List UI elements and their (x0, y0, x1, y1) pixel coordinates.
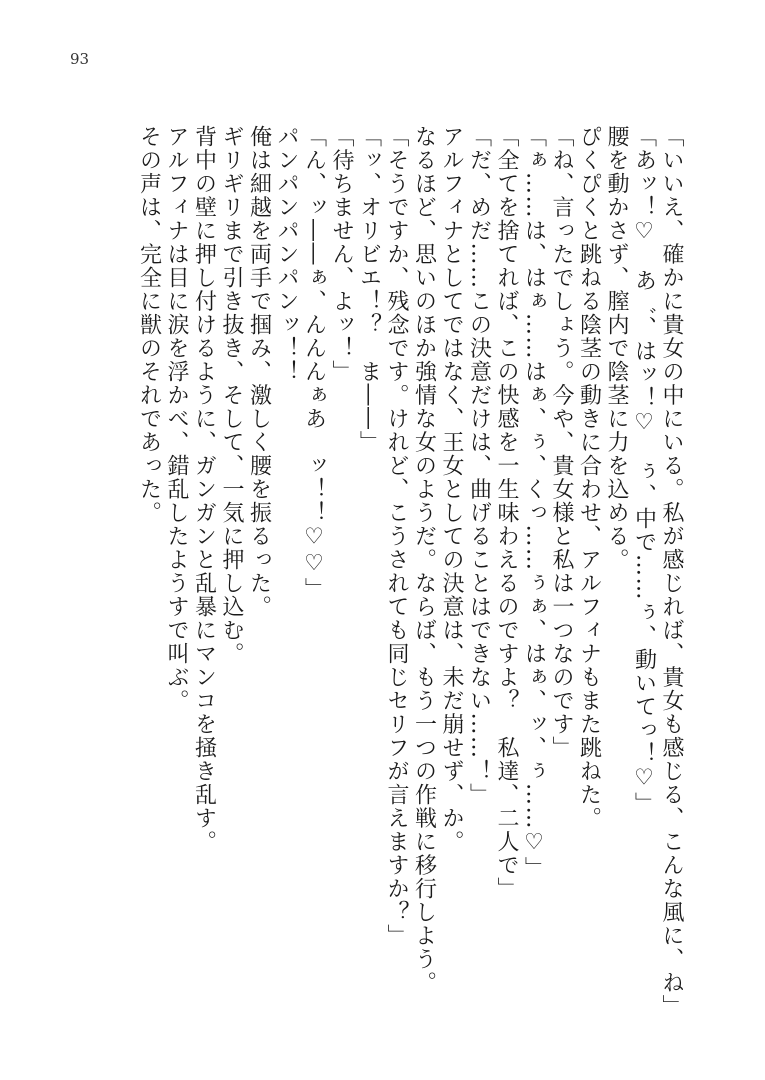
text-line: 「待ちません、よッ！」 (329, 125, 354, 384)
text-line: 「全てを捨てれば、この快感を一生味わえるのですよ？ 私達、二人で」 (494, 125, 519, 901)
text-line: ぴくぴくと跳ねる陰茎の動きに合わせ、アルフィナもまた跳ねた。 (576, 125, 602, 830)
text-line: 「あッ！♡ あ゛、はッ！♡ ぅ、中で……ぅ、動いてっ！♡」 (631, 125, 657, 816)
text-line: 「ぁ……は、はぁ……はぁ、ぅ、くっ……ぅぁ、はぁ、ッ、ぅ……♡」 (521, 125, 547, 880)
text-line: ギリギリまで引き抜き、そして、一気に押し込む。 (219, 125, 244, 666)
text-line: なるほど、思いのほか強情な女のようだ。ならば、もう一つの作戦に移行しよう。 (411, 125, 437, 995)
text-line: アルフィナは目に涙を浮かべ、錯乱したようすで叫ぶ。 (164, 125, 189, 713)
text-line: 「そうですか、残念です。けれど、こうされても同じセリフが言えますか？」 (384, 125, 409, 948)
text-line: 「いいえ、確かに貴女の中にいる。私が感じれば、貴女も感じる、こんな風に、ね」 (659, 125, 684, 1018)
text-line: 腰を動かさず、膣内で陰茎に力を込める。 (604, 125, 629, 572)
vertical-text-body (135, 125, 685, 1045)
text-line: 「ッ、オリビエ！？ ま――」 (356, 125, 382, 454)
page-number: 93 (70, 50, 90, 68)
text-line: 「ん、ッ――ぁ、んんんぁあ ッ！！♡♡」 (301, 125, 327, 601)
text-line: その声は、完全に獣のそれであった。 (136, 125, 162, 525)
text-line: アルフィナとしてではなく、王女としての決意は、未だ崩せず、か。 (439, 125, 464, 854)
text-line: 「ね、言ったでしょう。今や、貴女様と私は一つなのです」 (549, 125, 574, 760)
text-line: 背中の壁に押し付けるように、ガンガンと乱暴にマンコを掻き乱す。 (191, 125, 217, 854)
text-line: 俺は細越を両手で掴み、激しく腰を振るった。 (246, 125, 272, 619)
text-line: パンパンパンパンッ！！ (274, 125, 299, 384)
text-line: 「だ、めだ……この決意だけは、曲げることはできない……！」 (466, 125, 492, 807)
